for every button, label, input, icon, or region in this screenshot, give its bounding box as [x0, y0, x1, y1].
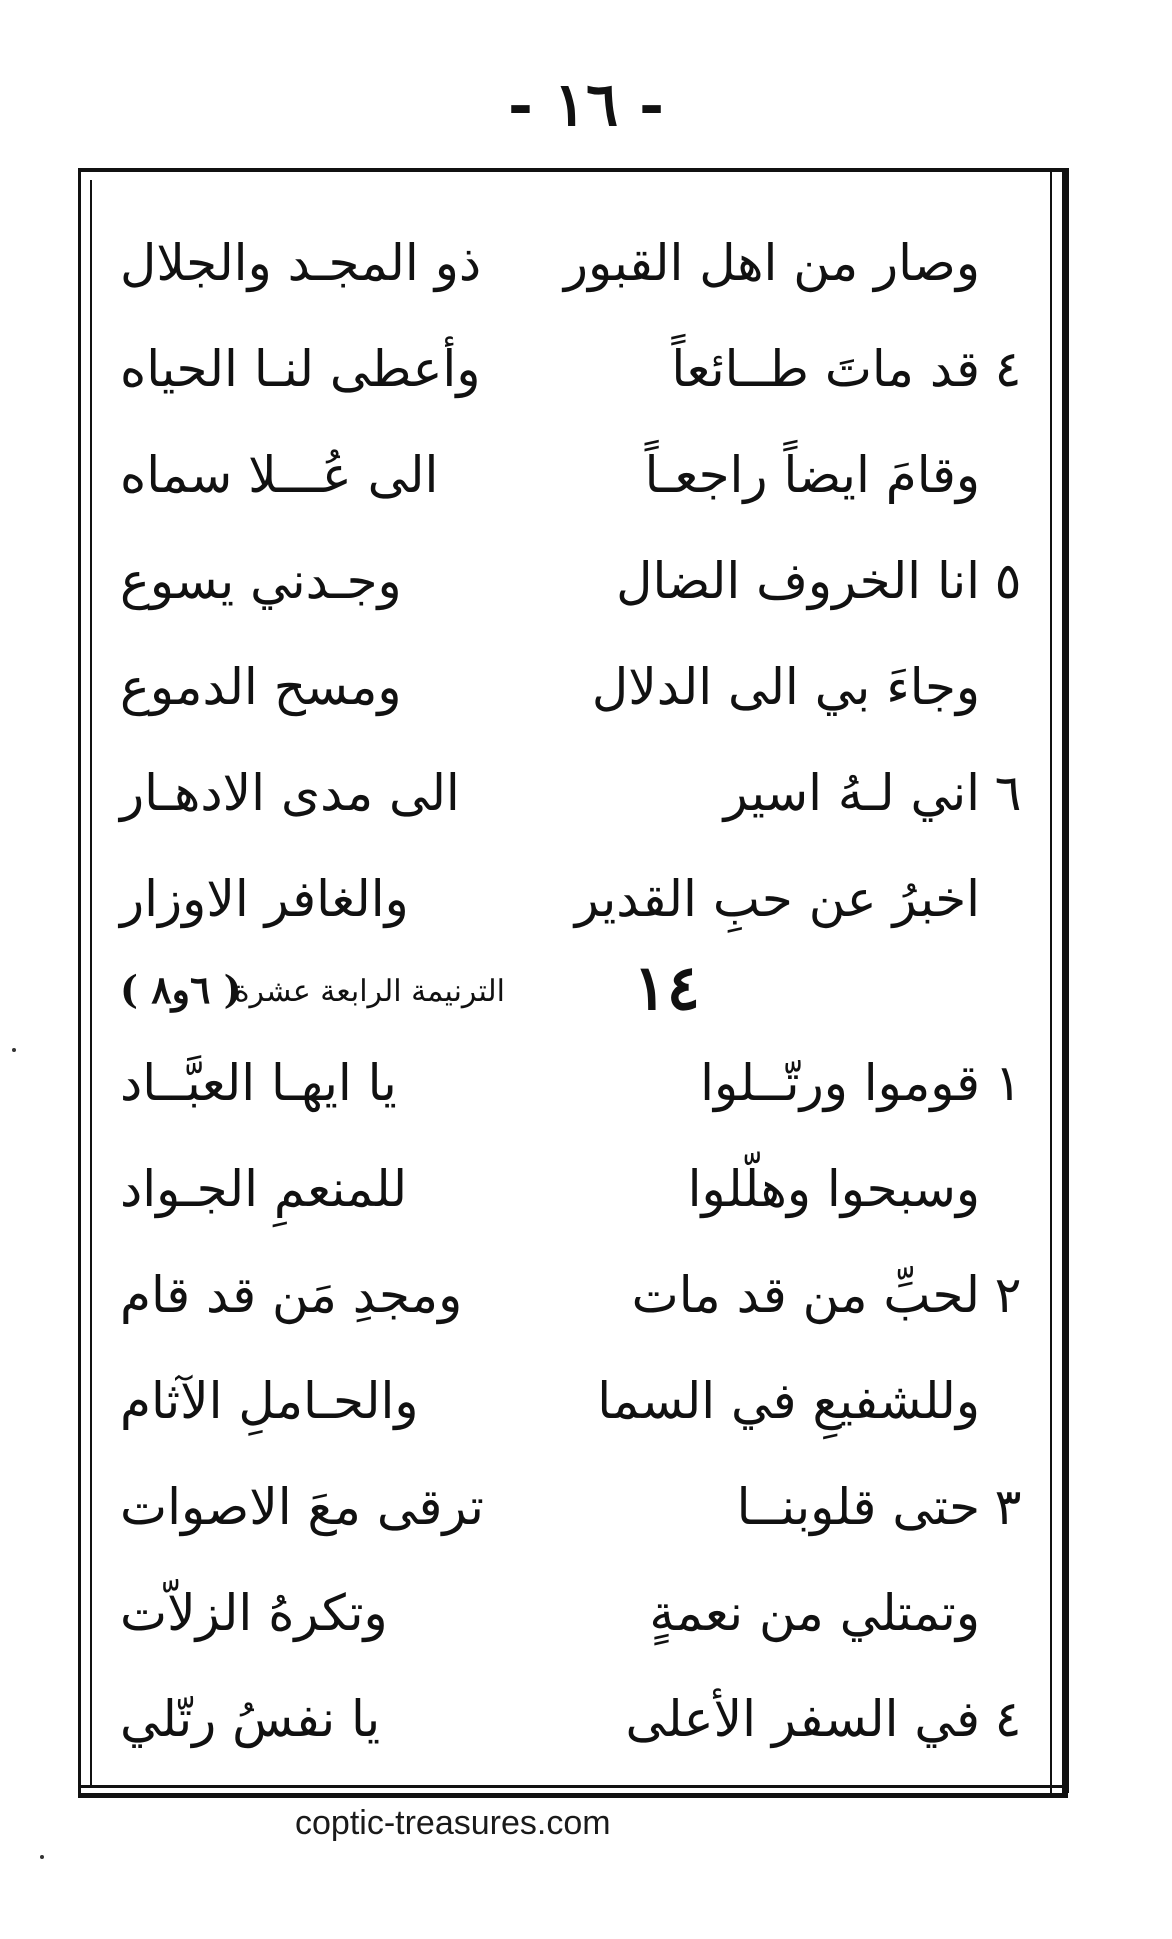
verse-line — [120, 1030, 1030, 1136]
verse-first-hemistich: لحبِّ من قد مات — [631, 1266, 980, 1324]
verse-second-hemistich: يا نفسُ رتّلي — [120, 1690, 381, 1748]
verse-first-hemistich: اني لـهُ اسير — [723, 764, 980, 822]
frame-border-top — [78, 168, 1068, 172]
verse-number: ٣ — [994, 1478, 1022, 1536]
frame-border-left-inner — [90, 180, 92, 1785]
verse-first-hemistich: وصار من اهل القبور — [563, 234, 980, 292]
hymn-number: ١٤ — [633, 951, 700, 1024]
frame-border-right-outer — [1062, 168, 1069, 1793]
verse-second-hemistich: ومجدِ مَن قد قام — [120, 1266, 463, 1324]
verse-number: ٤ — [994, 340, 1022, 398]
verse-line — [120, 846, 1030, 952]
hymn-meter: ( ٦و٨ ) — [120, 967, 242, 1012]
verse-first-hemistich: قوموا ورتّــلوا — [700, 1054, 980, 1112]
verse-second-hemistich: ومسح الدموع — [120, 658, 402, 716]
verse-first-hemistich: وسبحوا وهلّلوا — [687, 1160, 980, 1218]
verse-second-hemistich: يا ايهـا العبَّــاد — [120, 1054, 397, 1112]
verse-number: ٢ — [994, 1266, 1022, 1324]
verse-line — [120, 1666, 1030, 1772]
verse-second-hemistich: ترقى معَ الاصوات — [120, 1478, 484, 1536]
frame-border-bottom-inner — [78, 1785, 1068, 1788]
scan-speck — [40, 1855, 44, 1859]
verse-first-hemistich: قد ماتَ طــائعاً — [671, 340, 980, 398]
verse-line — [120, 1348, 1030, 1454]
verse-number: ١ — [994, 1054, 1022, 1112]
verse-line — [120, 634, 1030, 740]
verse-second-hemistich: للمنعمِ الجـواد — [120, 1160, 408, 1218]
verse-first-hemistich: وللشفيعِ في السما — [597, 1372, 980, 1430]
verse-second-hemistich: ذو المجـد والجلال — [120, 234, 482, 292]
verse-second-hemistich: الى عُـــلا سماه — [120, 446, 439, 504]
frame-border-bottom-outer — [78, 1793, 1068, 1798]
verse-line — [120, 316, 1030, 422]
verse-second-hemistich: وجـدني يسوع — [120, 552, 402, 610]
hymn-heading — [120, 952, 1030, 1030]
verse-first-hemistich: في السفر الأعلى — [625, 1690, 980, 1748]
verse-first-hemistich: حتى قلوبنــا — [736, 1478, 980, 1536]
verse-first-hemistich: وتمتلي من نعمةٍ — [649, 1584, 980, 1642]
verse-number: ٥ — [994, 552, 1022, 610]
verse-first-hemistich: وقامَ ايضاً راجعـاً — [644, 446, 980, 504]
frame-border-right-inner — [1050, 168, 1052, 1793]
verse-line — [120, 422, 1030, 528]
verse-number: ٤ — [994, 1690, 1022, 1748]
watermark-url: coptic-treasures.com — [295, 1804, 611, 1842]
verse-line — [120, 1454, 1030, 1560]
verse-line — [120, 740, 1030, 846]
verse-first-hemistich: وجاءَ بي الى الدلال — [591, 658, 980, 716]
page-number: - ١٦ - — [507, 70, 665, 140]
verse-line — [120, 1560, 1030, 1666]
verse-first-hemistich: انا الخروف الضال — [616, 552, 980, 610]
verse-second-hemistich: والحـاملِ الآثام — [120, 1372, 419, 1430]
verse-second-hemistich: وتكرهُ الزلاّت — [120, 1584, 388, 1642]
verse-second-hemistich: الى مدى الادهـار — [120, 764, 460, 822]
verse-line — [120, 1136, 1030, 1242]
hymn-text-block — [120, 210, 1030, 1772]
verse-second-hemistich: والغافر الاوزار — [120, 870, 409, 928]
verse-first-hemistich: اخبرُ عن حبِ القدير — [574, 870, 980, 928]
scan-speck — [12, 1048, 16, 1052]
verse-line — [120, 1242, 1030, 1348]
verse-line — [120, 210, 1030, 316]
verse-second-hemistich: وأعطى لنـا الحياه — [120, 340, 481, 398]
verse-number: ٦ — [994, 764, 1022, 822]
frame-border-left-outer — [78, 168, 81, 1793]
verse-line — [120, 528, 1030, 634]
hymn-title: الترنيمة الرابعة عشرة — [233, 974, 505, 1009]
